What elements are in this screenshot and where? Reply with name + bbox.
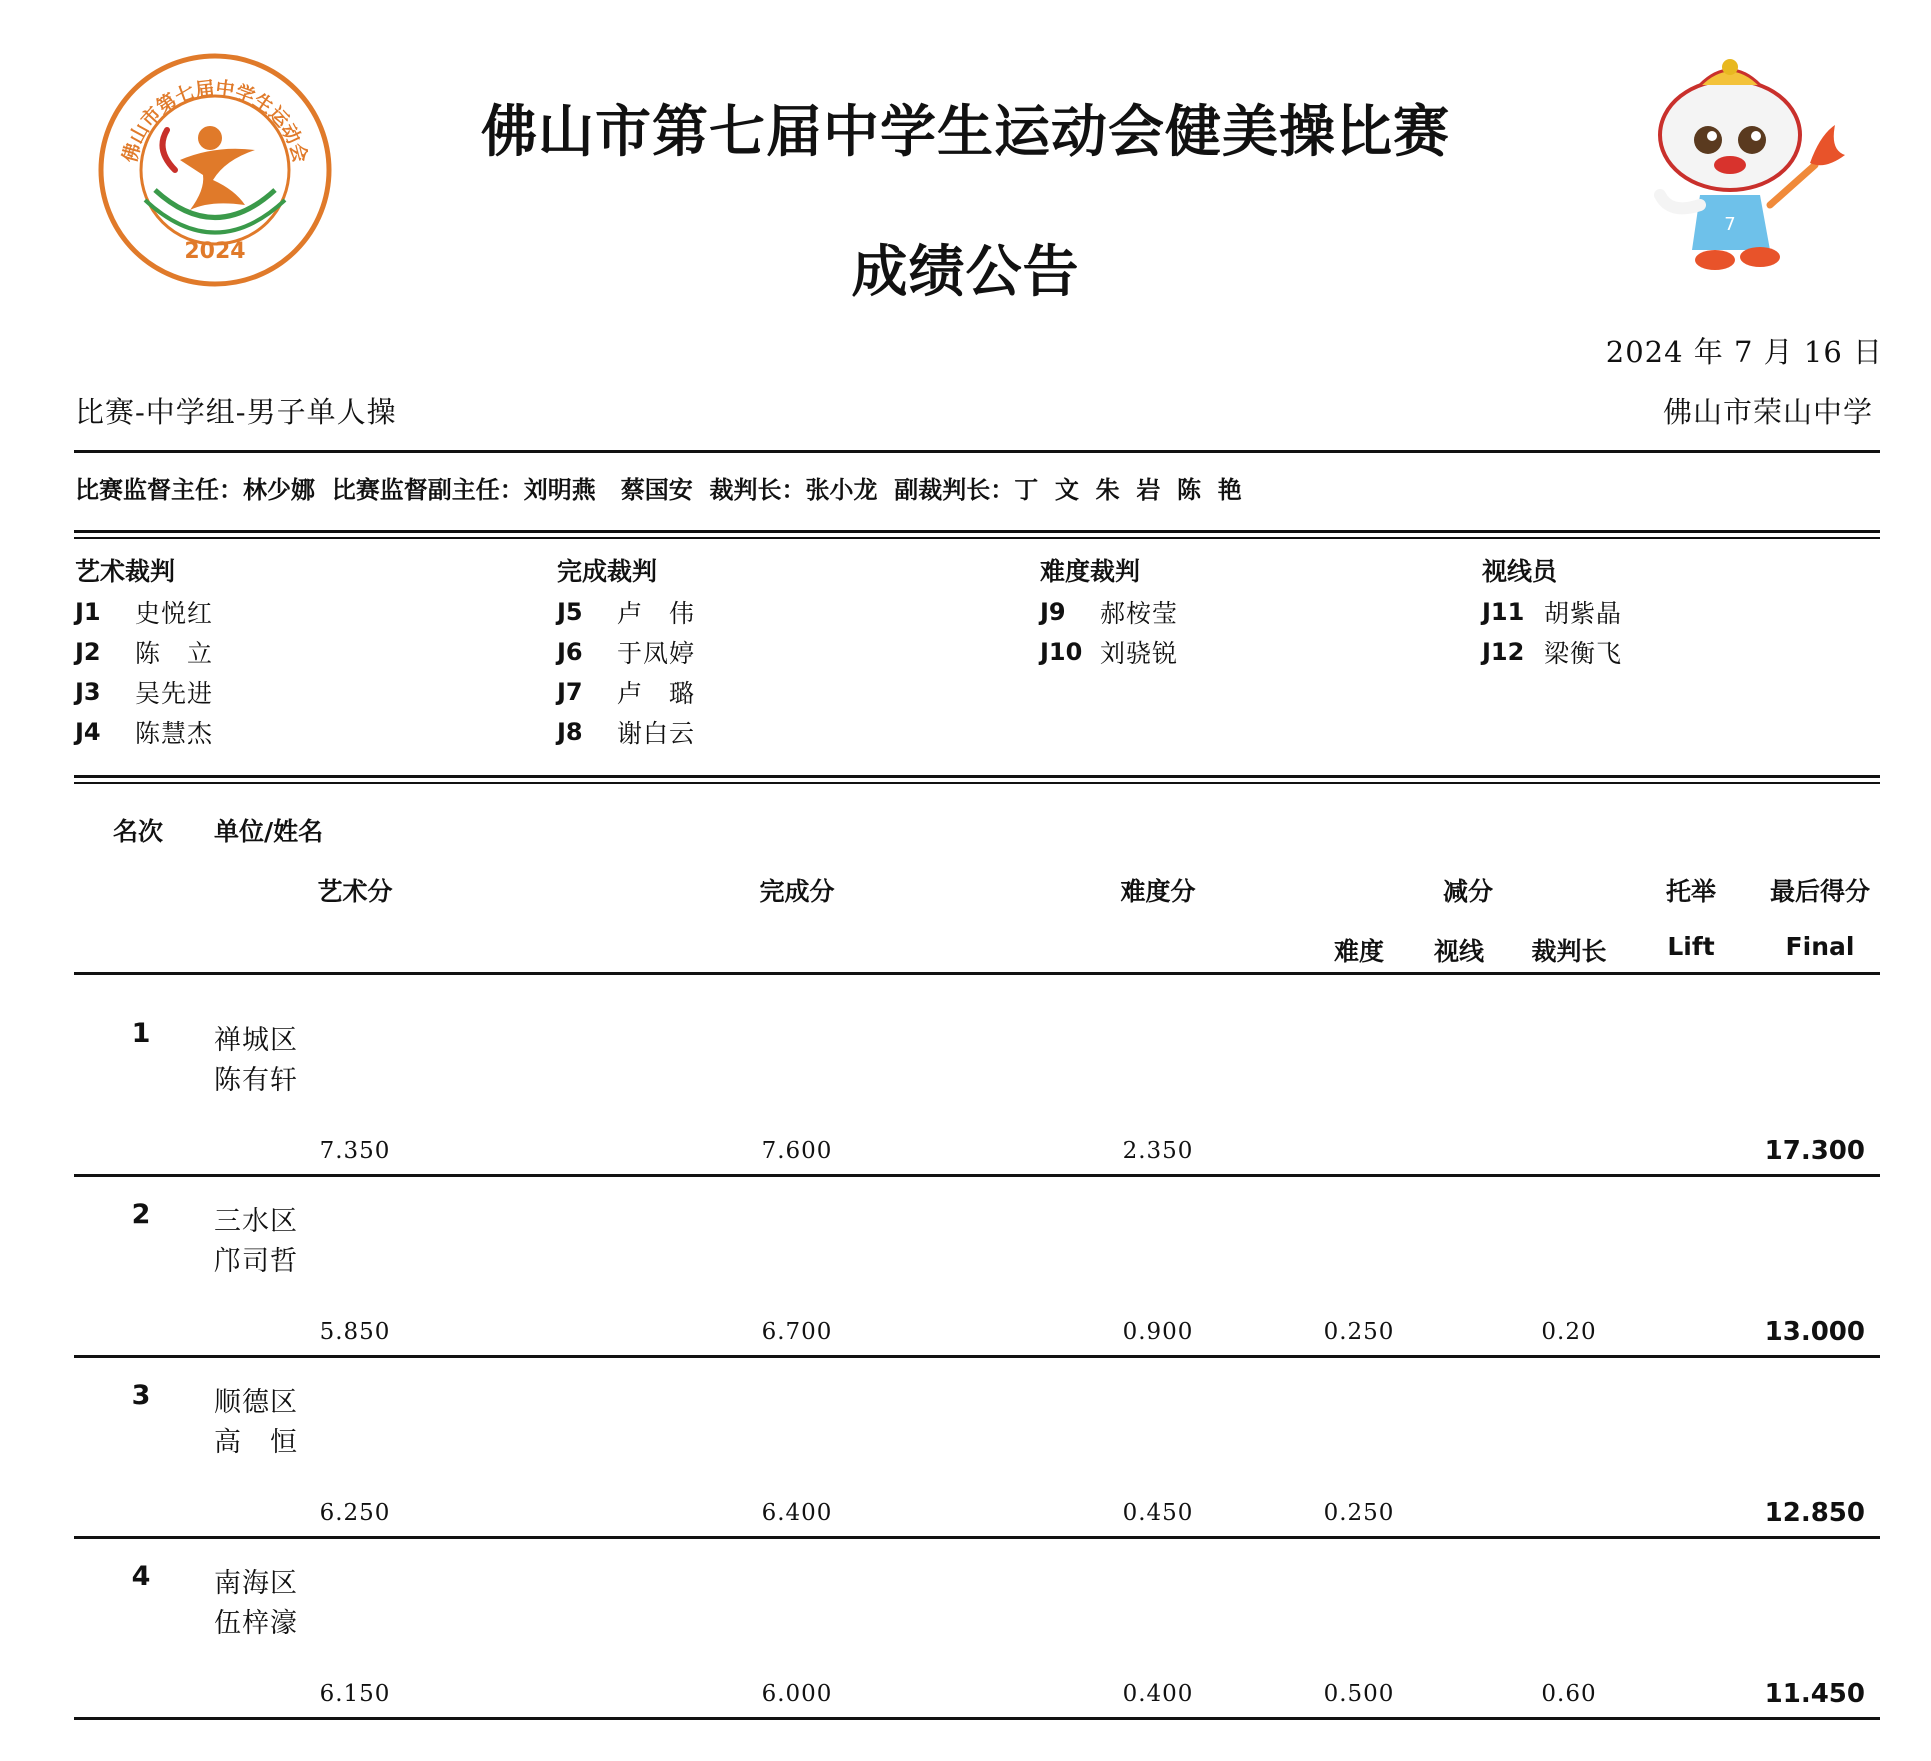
page-title: 佛山市第七届中学生运动会健美操比赛	[481, 100, 1450, 165]
athlete-name: 邝司哲	[214, 1246, 298, 1277]
final-score: 12.850	[1764, 1498, 1865, 1528]
difficulty-score: 0.900	[1122, 1319, 1194, 1345]
ded-difficulty: 0.250	[1323, 1500, 1395, 1526]
col-ded-line: 视线	[1433, 937, 1484, 966]
judge-code: J3	[75, 678, 101, 706]
judge-name: 陈 立	[135, 639, 214, 668]
divider	[74, 450, 1880, 453]
col-lift-en: Lift	[1667, 932, 1715, 961]
unit: 禅城区	[214, 1025, 298, 1056]
divider	[74, 1536, 1880, 1539]
panel-title: 完成裁判	[557, 557, 658, 586]
venue-name: 佛山市荣山中学	[1662, 395, 1873, 429]
judge-code: J1	[75, 598, 101, 626]
panel-title: 视线员	[1482, 557, 1558, 586]
divider	[74, 782, 1880, 784]
judge-row	[1482, 632, 1882, 672]
divider	[74, 1174, 1880, 1177]
panel-execution	[557, 552, 1017, 752]
judge-code: J6	[557, 638, 583, 666]
unit: 三水区	[214, 1206, 298, 1237]
col-ded-chief: 裁判长	[1531, 937, 1607, 966]
judge-row	[1040, 592, 1460, 632]
judge-row	[557, 712, 1017, 752]
judge-row	[557, 672, 1017, 712]
difficulty-score: 0.400	[1122, 1681, 1194, 1707]
artistry-score: 5.850	[319, 1319, 391, 1345]
unit: 顺德区	[214, 1387, 298, 1418]
ded-difficulty: 0.250	[1323, 1319, 1395, 1345]
page-subtitle: 成绩公告	[851, 240, 1080, 305]
event-name: 比赛-中学组-男子单人操	[75, 395, 397, 429]
ded-chief: 0.60	[1541, 1681, 1597, 1707]
judge-name: 吴先进	[135, 679, 214, 708]
judge-row	[75, 712, 535, 752]
col-ded-difficulty: 难度	[1333, 937, 1384, 966]
judge-name: 陈慧杰	[135, 719, 214, 748]
divider	[74, 775, 1880, 778]
divider	[74, 1717, 1880, 1720]
judge-name: 史悦红	[135, 599, 214, 628]
final-score: 17.300	[1764, 1136, 1865, 1166]
difficulty-score: 0.450	[1122, 1500, 1194, 1526]
rank: 1	[131, 1018, 151, 1049]
judge-name: 卢 璐	[617, 679, 696, 708]
col-final-en: Final	[1785, 932, 1855, 961]
athlete-name: 高 恒	[214, 1427, 298, 1458]
execution-score: 6.000	[761, 1681, 833, 1707]
execution-score: 6.700	[761, 1319, 833, 1345]
judge-code: J12	[1482, 638, 1525, 666]
judge-row	[75, 592, 535, 632]
col-lift: 托举	[1665, 877, 1716, 906]
col-unit-name: 单位/姓名	[214, 817, 324, 846]
panel-line-judges	[1482, 552, 1882, 672]
divider	[74, 537, 1880, 539]
svg-text:7: 7	[1724, 214, 1736, 235]
logo-year: 2024	[184, 239, 246, 264]
judge-code: J11	[1482, 598, 1525, 626]
artistry-score: 7.350	[319, 1138, 391, 1164]
judge-name: 郝桉莹	[1100, 599, 1179, 628]
judge-row	[1482, 592, 1882, 632]
ded-difficulty: 0.500	[1323, 1681, 1395, 1707]
judge-row	[1040, 632, 1460, 672]
execution-score: 6.400	[761, 1500, 833, 1526]
announcement-date: 2024 年 7 月 16 日	[1605, 335, 1883, 369]
logo-arc-text: 佛山市第七届中学生运动会	[118, 77, 312, 165]
panel-title: 艺术裁判	[75, 557, 176, 586]
rank: 4	[131, 1561, 151, 1592]
judge-name: 刘骁锐	[1100, 639, 1179, 668]
execution-score: 7.600	[761, 1138, 833, 1164]
col-deduction: 减分	[1442, 877, 1493, 906]
panel-title: 难度裁判	[1040, 557, 1141, 586]
officials-line: 比赛监督主任：林少娜 比赛监督副主任：刘明燕 蔡国安 裁判长：张小龙 副裁判长：丁 文 朱 岩 陈 艳	[75, 476, 1242, 504]
judge-name: 于凤婷	[617, 639, 696, 668]
athlete-name: 伍梓濠	[214, 1608, 298, 1639]
judge-row	[75, 632, 535, 672]
panel-difficulty	[1040, 552, 1460, 672]
unit: 南海区	[214, 1568, 298, 1599]
final-score: 13.000	[1764, 1317, 1865, 1347]
col-difficulty: 难度分	[1120, 877, 1196, 906]
rank: 3	[131, 1380, 151, 1411]
final-score: 11.450	[1764, 1679, 1865, 1709]
judge-row	[75, 672, 535, 712]
artistry-score: 6.150	[319, 1681, 391, 1707]
judge-code: J7	[557, 678, 583, 706]
judge-name: 谢白云	[617, 719, 696, 748]
divider	[74, 530, 1880, 533]
col-final: 最后得分	[1769, 877, 1870, 906]
col-execution: 完成分	[759, 877, 835, 906]
judge-row	[557, 632, 1017, 672]
artistry-score: 6.250	[319, 1500, 391, 1526]
judge-name: 胡紫晶	[1544, 599, 1623, 628]
divider	[74, 972, 1880, 975]
rank: 2	[131, 1199, 151, 1230]
panel-artistry	[75, 552, 535, 752]
judge-row	[557, 592, 1017, 632]
athlete-name: 陈有轩	[214, 1065, 298, 1096]
col-artistry: 艺术分	[317, 877, 393, 906]
col-rank: 名次	[113, 817, 164, 846]
judge-code: J8	[557, 718, 583, 746]
judge-name: 梁衡飞	[1544, 639, 1623, 668]
judge-code: J4	[75, 718, 101, 746]
ded-chief: 0.20	[1541, 1319, 1597, 1345]
divider	[74, 1355, 1880, 1358]
judge-code: J10	[1040, 638, 1083, 666]
judge-name: 卢 伟	[617, 599, 696, 628]
judge-code: J5	[557, 598, 583, 626]
judge-code: J9	[1040, 598, 1066, 626]
judge-code: J2	[75, 638, 101, 666]
difficulty-score: 2.350	[1122, 1138, 1194, 1164]
